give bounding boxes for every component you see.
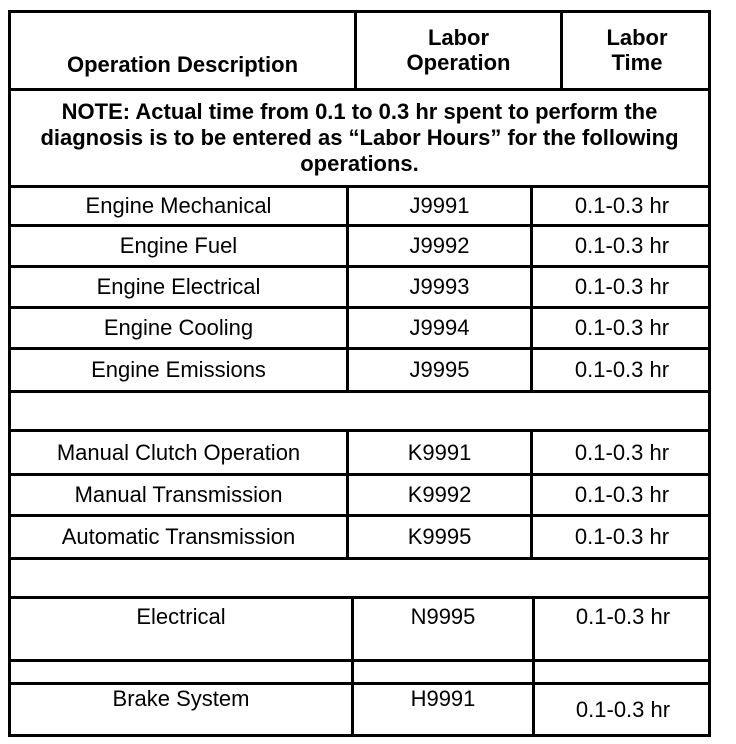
row-description: Engine Fuel — [119, 233, 238, 259]
row-description: Electrical — [136, 604, 226, 629]
row-time: 0.1-0.3 hr — [574, 193, 670, 219]
row-time: 0.1-0.3 hr — [574, 233, 670, 259]
header-labor-operation: Labor Operation — [406, 24, 511, 75]
row-operation: J9991 — [409, 193, 470, 219]
header-labor-time: Labor Time — [606, 24, 668, 75]
row-operation: J9994 — [409, 315, 470, 341]
row-description: Engine Emissions — [91, 357, 266, 383]
row-operation: J9995 — [409, 357, 470, 383]
row-operation: H9991 — [410, 686, 476, 711]
row-description: Engine Cooling — [103, 315, 254, 341]
row-time: 0.1-0.3 hr — [574, 439, 670, 465]
header-operation-description: Operation Description — [66, 52, 299, 78]
row-time: 0.1-0.3 hr — [575, 604, 671, 629]
row-operation: N9995 — [410, 604, 476, 629]
row-description: Manual Transmission — [74, 482, 283, 508]
row-time: 0.1-0.3 hr — [574, 274, 670, 300]
row-time: 0.1-0.3 hr — [574, 357, 670, 383]
row-operation: K9991 — [407, 439, 472, 465]
row-time: 0.1-0.3 hr — [574, 315, 670, 341]
labor-operations-table — [8, 10, 711, 737]
row-operation: J9993 — [409, 274, 470, 300]
row-time: 0.1-0.3 hr — [575, 696, 671, 722]
row-description: Manual Clutch Operation — [56, 439, 301, 465]
row-description: Automatic Transmission — [61, 524, 296, 550]
row-time: 0.1-0.3 hr — [574, 524, 670, 550]
row-description: Engine Mechanical — [85, 193, 272, 219]
row-operation: K9995 — [407, 524, 472, 550]
row-time: 0.1-0.3 hr — [574, 482, 670, 508]
row-description: Brake System — [112, 686, 250, 711]
diagnosis-note: NOTE: Actual time from 0.1 to 0.3 hr spent to perform the diagnosis is to be entered as “Labor Hours” for the following operations. — [40, 99, 679, 176]
row-operation: J9992 — [409, 233, 470, 259]
row-operation: K9992 — [407, 482, 472, 508]
row-description: Engine Electrical — [96, 274, 261, 300]
